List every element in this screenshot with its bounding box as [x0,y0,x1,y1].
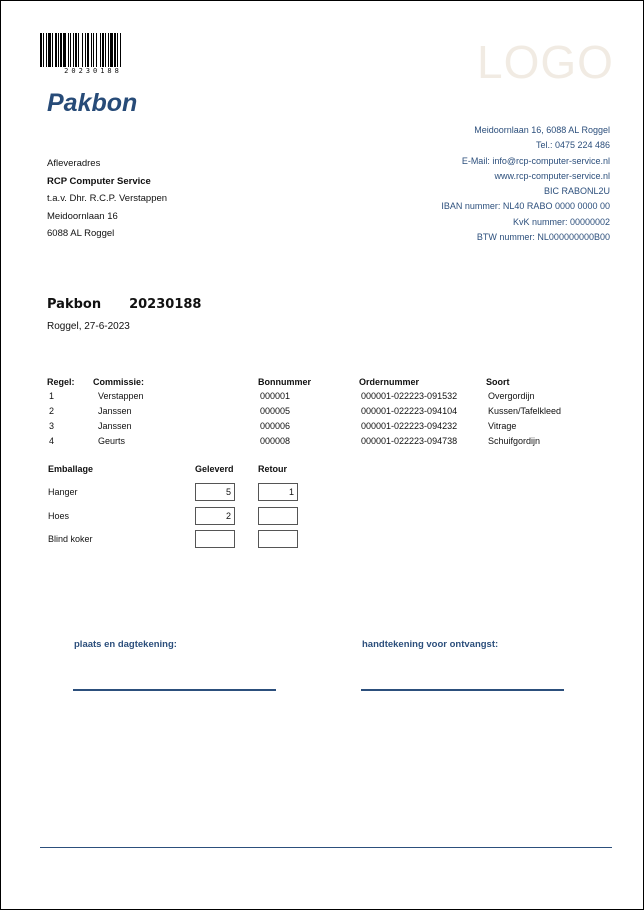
receipt-signature-line [361,689,564,691]
retour-field-hoes[interactable] [258,507,298,525]
address-street: Meidoornlaan 16 [47,210,118,222]
company-kvk: KvK nummer: 00000002 [512,216,610,227]
table-row-soort: Vitrage [488,421,517,431]
table-row-ordernummer: 000001-022223-094104 [361,406,458,416]
company-info [441,123,610,245]
col-header-soort: Soort [486,377,510,387]
table-row-regel: 4 [49,436,55,446]
document-title: Pakbon [47,89,138,117]
place-date: Roggel, 27-6-2023 [47,321,130,332]
table-row-commissie: Verstappen [98,391,144,401]
table-row-ordernummer: 000001-022223-091532 [361,391,458,401]
table-row-bonnummer: 000006 [260,421,291,431]
footer-divider [40,847,612,848]
col-header-bonnummer: Bonnummer [258,377,312,387]
delivery-address [47,155,167,243]
table-row-bonnummer: 000008 [260,436,291,446]
packaging-header-emballage: Emballage [48,464,94,474]
pakbon-number: 20230188 [129,297,202,312]
packaging-header-geleverd: Geleverd [195,464,234,474]
place-date-signature-line [73,689,276,691]
order-lines-table [47,377,607,457]
packaging-label-hanger: Hanger [48,487,78,497]
logo-placeholder: LOGO [477,36,614,88]
packaging-header-retour: Retour [258,464,287,474]
table-row-commissie: Geurts [98,436,126,446]
table-row-regel: 3 [49,421,55,431]
col-header-regel: Regel: [47,377,75,387]
retour-field-blind-koker[interactable] [258,530,298,548]
company-address-line: Meidoornlaan 16, 6088 AL Roggel [474,125,610,135]
table-row-soort: Overgordijn [488,391,535,401]
company-bic: BIC RABONL2U [543,186,610,197]
table-row-regel: 1 [49,391,55,401]
table-row-bonnummer: 000005 [260,406,291,416]
table-row-commissie: Janssen [98,421,132,431]
table-row-soort: Kussen/Tafelkleed [488,406,562,416]
place-date-signature-label: plaats en dagtekening: [74,639,177,650]
table-row-ordernummer: 000001-022223-094738 [361,436,458,446]
address-attention: t.a.v. Dhr. R.C.P. Verstappen [47,193,168,205]
company-phone: Tel.: 0475 224 486 [535,140,610,151]
table-row-commissie: Janssen [98,406,132,416]
retour-field-hanger[interactable]: 1 [258,483,298,501]
receipt-signature-label: handtekening voor ontvangst: [362,639,499,650]
table-row-ordernummer: 000001-022223-094232 [361,421,458,431]
pakbon-label: Pakbon [47,297,102,312]
company-btw: BTW nummer: NL000000000B00 [476,232,610,243]
table-row-regel: 2 [49,406,55,416]
col-header-ordernummer: Ordernummer [359,377,420,387]
address-label: Afleveradres [47,158,101,169]
barcode-image [40,33,146,67]
packaging-label-hoes: Hoes [48,511,70,521]
pakbon-heading [47,297,201,312]
company-website: www.rcp-computer-service.nl [494,170,610,181]
barcode-number: 20230188 [64,67,122,75]
address-city: 6088 AL Roggel [47,228,115,240]
address-name: RCP Computer Service [47,175,151,187]
geleverd-field-hoes[interactable]: 2 [195,507,235,525]
company-email: E-Mail: info@rcp-computer-service.nl [461,155,610,166]
col-header-commissie: Commissie: [93,377,145,387]
table-row-bonnummer: 000001 [260,391,291,401]
company-iban: IBAN nummer: NL40 RABO 0000 0000 00 [441,201,610,212]
table-row-soort: Schuifgordijn [488,436,541,446]
geleverd-field-hanger[interactable]: 5 [195,483,235,501]
packaging-label-blind-koker: Blind koker [48,534,93,544]
geleverd-field-blind-koker[interactable] [195,530,235,548]
